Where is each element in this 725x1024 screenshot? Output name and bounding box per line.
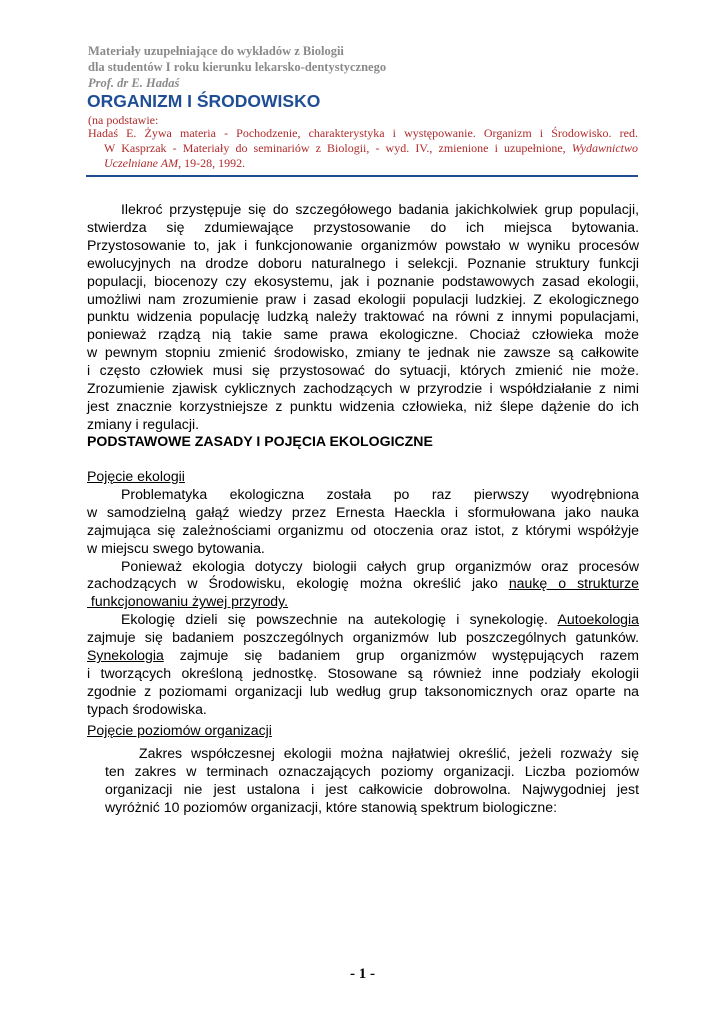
course-header-line: Materiały uzupełniające do wykładów z Biologii [88, 44, 344, 58]
text-line: zgodnie z poziomami organizacji lub według grup taksonomicznych oraz oparte na [87, 682, 639, 699]
text-line: Zakres współczesnej ekologii można najłatwiej określić, jeżeli rozważy się [139, 745, 639, 761]
text-line: zmiany i regulacji. [87, 415, 200, 432]
text-line: umożliwi nam zrozumienie praw i zasad ekologii populacji ludzkiej. Z ekologicznego [87, 290, 639, 307]
underlined-term: Synekologia [87, 647, 164, 664]
publisher-name: Uczelniane AM [104, 156, 179, 170]
underlined-term: Autoekologia [557, 611, 639, 628]
text-line: Zrozumienie zjawisk cyklicznych zachodzących w przyrodzie i współdziałanie z nimi [87, 380, 639, 397]
source-citation-line [104, 156, 245, 171]
source-citation-line: Hadaś E. Żywa materia - Pochodzenie, charakterystyka i występowanie. Organizm i Środowisko. red. [88, 126, 638, 140]
citation-text: W Kasprzak - Materiały do seminariów z Biologii, - wyd. IV., zmienione i uzupełnione, [104, 141, 566, 155]
text-line: stwierdza się zdumiewające przystosowanie do ich miejsca bytowania. [87, 218, 639, 235]
levels-paragraph [105, 745, 639, 817]
publisher-name: Wydawnictwo [571, 141, 638, 155]
text-line: organizacji nie jest ustalona i jest całkowicie dobrowolna. Najwygodniej jest [105, 780, 639, 797]
text-line: Ponieważ ekologia dotyczy biologii całych grup organizmów oraz procesów [121, 557, 639, 574]
text-line [87, 611, 639, 629]
text-line: wyróżnić 10 poziomów organizacji, które stanowią spektrum biologiczne: [105, 798, 557, 815]
text-line: zajmuje się badaniem poszczególnych organizmów lub poszczególnych gatunków. [87, 629, 639, 646]
text-line: ten zakres w terminach oznaczających poziomy organizacji. Liczba poziomów [105, 762, 639, 779]
source-citation-line [104, 141, 638, 156]
text-line: jest znacznie korzystniejsze z punktu widzenia człowieka, niż ślepe dążenie do ich [87, 397, 639, 414]
subsection-heading: Pojęcie poziomów organizacji [87, 722, 272, 738]
text-line: Przystosowanie to, jak i funkcjonowanie organizmów powstało w wyniku procesów [87, 236, 639, 253]
header-divider [86, 175, 638, 177]
source-intro: (na podstawie: [88, 113, 159, 127]
text-segment: zajmuje się badaniem grup organizmów występujących razem [163, 647, 639, 664]
text-line: populacji, biocenozy czy ekosystemu, jak i poznanie podstawowych zasad ekologii, [87, 272, 639, 289]
text-line: i tworzących określoną jednostkę. Stosowane są również inne podziały ekologii [87, 664, 639, 681]
subsection-heading: Pojęcie ekologii [87, 468, 185, 484]
text-line: w miejscu swego bytowania. [87, 539, 265, 556]
underlined-term: naukę o strukturze [508, 575, 639, 592]
text-line: ponieważ rządzą nią takie same prawa ekologiczne. Chociaż człowieka może [87, 326, 639, 343]
text-line: w samodzielną gałąź wiedzy przez Ernesta Haeckla i sformułowana jako nauka [87, 503, 639, 520]
text-line: typach środowiska. [87, 700, 207, 717]
text-line: i często człowiek musi się przystosować do sytuacji, których zmienić nie może. [87, 362, 639, 379]
text-line [87, 593, 639, 611]
underlined-term: funkcjonowaniu żywej przyrody. [87, 593, 289, 610]
text-line: Problematyka ekologiczna została po raz pierwszy wyodrębniona [121, 485, 639, 502]
intro-paragraph [87, 201, 639, 434]
course-header-line: dla studentów I roku kierunku lekarsko-dentystycznego [88, 60, 387, 74]
page-title: ORGANIZM I ŚRODOWISKO [87, 91, 321, 111]
text-line [87, 575, 639, 593]
ecology-section [87, 468, 639, 719]
author-line: Prof. dr E. Hadaś [88, 76, 180, 90]
section-heading: PODSTAWOWE ZASADY I POJĘCIA EKOLOGICZNE [87, 433, 433, 449]
text-segment: Ekologię dzieli się powszechnie na autekologię i synekologię. [121, 611, 558, 628]
text-line: w pewnym stopniu zmienić środowisko, zmiany te jednak nie zawsze są całkowite [87, 344, 639, 361]
citation-text: , 19-28, 1992. [178, 156, 246, 170]
text-line: punktu widzenia populację ludzką należy traktować na równi z innymi populacjami, [87, 308, 639, 325]
page-number: - 1 - [350, 966, 375, 982]
text-line [87, 647, 639, 665]
text-line: Ilekroć przystępuje się do szczegółowego badania jakichkolwiek grup populacji, [121, 201, 639, 217]
text-line: zajmująca się zależnościami organizmu od otoczenia oraz istot, z którymi współżyje [87, 521, 639, 538]
text-line: ewolucyjnych na drodze doboru naturalnego i selekcji. Poznanie struktury funkcji [87, 254, 639, 271]
text-segment: zachodzących w Środowisku, ekologię można określić jako [87, 575, 509, 592]
